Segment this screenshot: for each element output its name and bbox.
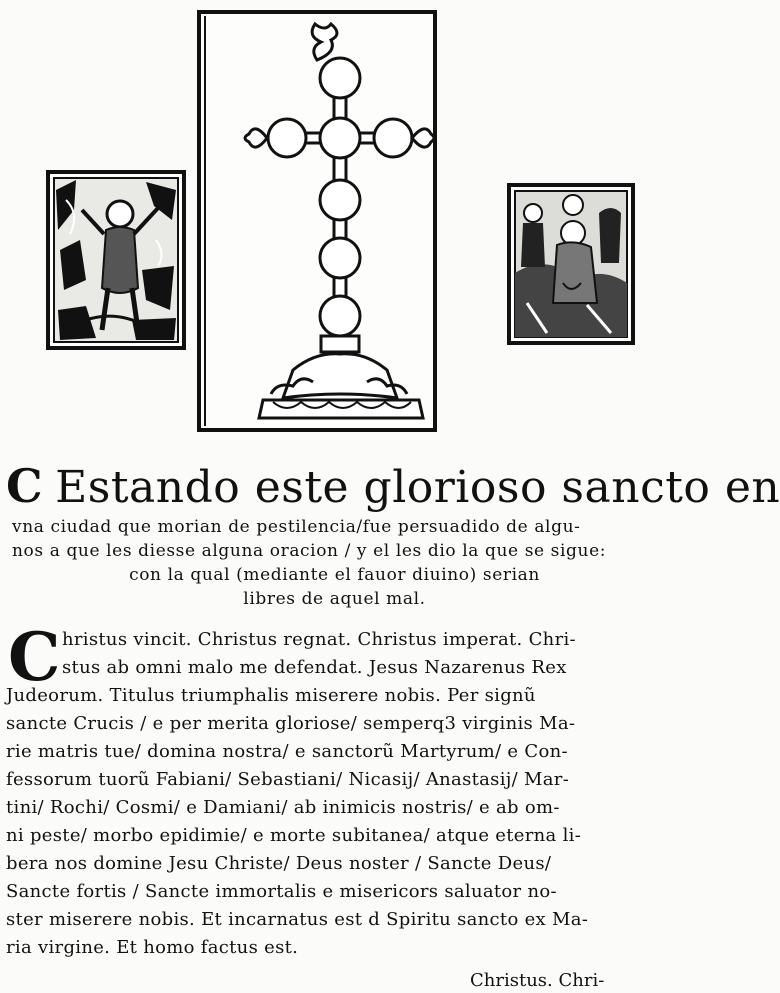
prayer-line: ni peste/ morbo epidimie/ e morte subitanea/ atque eterna li- — [6, 825, 582, 846]
section-heading — [6, 452, 780, 520]
prayer-line: stus ab omni malo me defendat. Jesus Nazarenus Rex — [62, 657, 567, 678]
intro-line: nos a que les diesse alguna oracion / y el les dio la que se sigue: — [12, 541, 607, 561]
saint-woodcut-left-image — [46, 170, 186, 350]
prayer-line: fessorum tuorũ Fabiani/ Sebastiani/ Nicasij/ Anastasij/ Mar- — [6, 769, 570, 790]
prayer-line: ria virgine. Et homo factus est. — [6, 937, 299, 958]
paragraph-mark: C — [6, 459, 44, 513]
prayer-line: ster miserere nobis. Et incarnatus est d Spiritu sancto ex Ma- — [6, 909, 589, 930]
prayer-line: Judeorum. Titulus triumphalis miserere nobis. Per signũ — [6, 685, 536, 706]
saints-woodcut-right-image — [507, 183, 635, 345]
prayer-line: sancte Crucis / e per merita gloriose/ semperq3 virginis Ma- — [6, 713, 576, 734]
catchword: Christus. Chri- — [470, 970, 605, 991]
cross-woodcut-image — [197, 10, 437, 432]
prayer-line: bera nos domine Jesu Christe/ Deus noster / Sancte Deus/ — [6, 853, 552, 874]
prayer-text-block — [6, 618, 666, 967]
prayer-line: tini/ Rochi/ Cosmi/ e Damiani/ ab inimicis nostris/ e ab om- — [6, 797, 560, 818]
intro-line: con la qual (mediante el fauor diuino) serian — [129, 565, 540, 585]
intro-line: libres de aquel mal. — [243, 589, 426, 609]
prayer-line: hristus vincit. Christus regnat. Christus imperat. Chri- — [62, 629, 576, 650]
intro-paragraph — [12, 515, 657, 611]
prayer-line: rie matris tue/ domina nostra/ e sanctorũ Martyrum/ e Con- — [6, 741, 568, 762]
intro-line: vna ciudad que morian de pestilencia/fue persuadido de algu- — [12, 517, 581, 537]
drop-cap-initial: C — [8, 618, 61, 696]
prayer-line: Sancte fortis / Sancte immortalis e misericors saluator no- — [6, 881, 557, 902]
heading-text: Estando este glorioso sancto en — [55, 462, 780, 513]
